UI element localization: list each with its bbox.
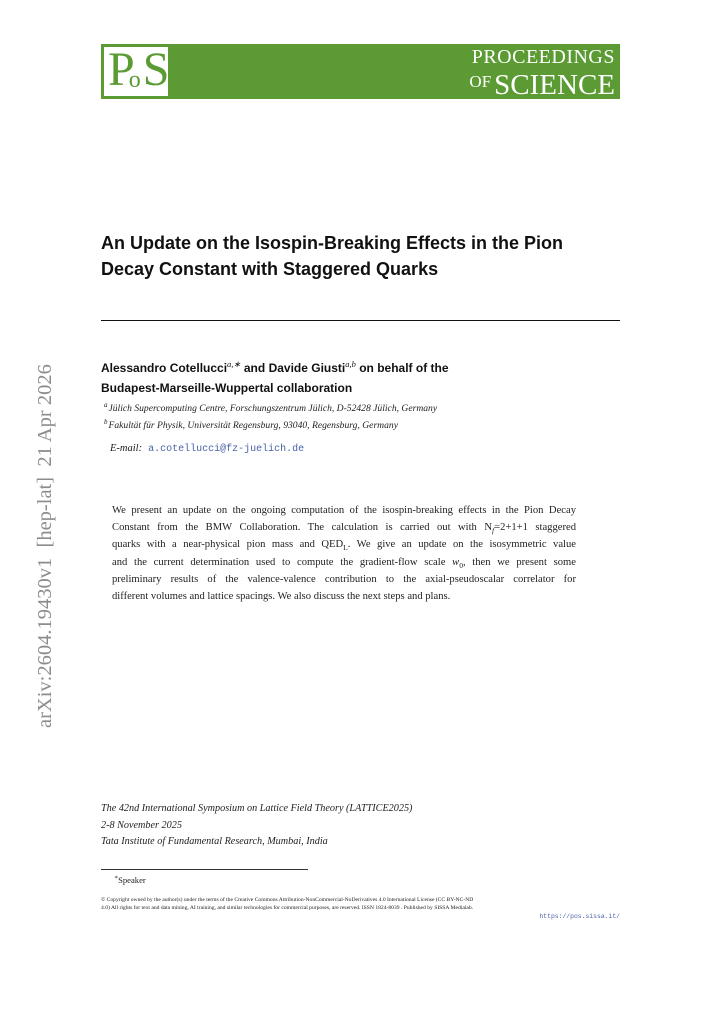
collaboration-name: Budapest-Marseille-Wuppertal collaboration bbox=[101, 381, 353, 395]
pos-logo-p: P bbox=[108, 43, 129, 96]
affiliation-b: $^b$Fakultät für Physik, Universität Regensburg, 93040, Regensburg, Germany bbox=[104, 417, 398, 431]
pos-url-link[interactable]: https://pos.sissa.it/ bbox=[539, 913, 620, 920]
affiliation-a: $^a$Jülich Supercomputing Centre, Forschungszentrum Jülich, D-52428 Jülich, Germany bbox=[104, 400, 438, 414]
author2-affil-mark: a,b bbox=[345, 359, 356, 369]
contact-email bbox=[110, 442, 304, 457]
author-giusti: Davide Giusti bbox=[268, 361, 346, 375]
paper-title-line2: Decay Constant with Staggered Quarks bbox=[101, 259, 439, 279]
paper-title bbox=[101, 230, 621, 282]
conference-dates: 2-8 November 2025 bbox=[101, 819, 182, 831]
proceedings-of-science-title bbox=[469, 46, 615, 104]
abstract-line: preliminary results of the valence-valence contribution to the axial-pseudoscalar correlator for bbox=[112, 573, 576, 585]
banner-proceedings: PROCEEDINGS bbox=[471, 46, 615, 68]
copyright-notice: © Copyright owned by the author(s) under the terms of the Creative Commons Attribution-NonCommercial-NoDerivatives 4.0 International License (CC BY-NC-ND 4.0) All rights for text and data mining, AI training, and similar technologies for commercial purposes, are reserved. ISSN 1824-8039 . Published by SISSA Medialab. bbox=[101, 897, 474, 911]
abstract-line: Constant from the BMW Collaboration. The calculation is carried out with $N_f=2+1+1$ staggered bbox=[112, 522, 576, 536]
author-list bbox=[101, 358, 621, 398]
banner-science: SCIENCE bbox=[494, 69, 615, 101]
arxiv-identifier: arXiv:2604.19430v1 [hep-lat] 21 Apr 2026 bbox=[34, 364, 56, 728]
conference-venue: Tata Institute of Fundamental Research, Mumbai, India bbox=[101, 836, 328, 847]
abstract-line: We present an update on the ongoing computation of the isospin-breaking effects in the Pion Decay bbox=[112, 505, 576, 516]
author-and: and bbox=[240, 361, 269, 375]
pos-header-banner bbox=[101, 44, 620, 99]
abstract-line: different volumes and lattice spacings. We also discuss the next steps and plans. bbox=[112, 591, 451, 603]
footnote-divider bbox=[101, 869, 308, 870]
title-divider bbox=[101, 320, 620, 321]
author1-affil-mark: a,∗ bbox=[227, 359, 241, 369]
on-behalf-text: on behalf of the bbox=[355, 361, 449, 375]
pos-logo bbox=[104, 43, 168, 96]
conference-name: The 42nd International Symposium on Lattice Field Theory (LATTICE2025) bbox=[101, 803, 413, 814]
pos-logo-o: o bbox=[128, 67, 141, 93]
pos-logo-s: S bbox=[142, 43, 164, 96]
email-label: E-mail: bbox=[110, 443, 143, 454]
abstract bbox=[112, 502, 576, 605]
author-cotellucci: Alessandro Cotellucci bbox=[101, 361, 228, 375]
abstract-line: quarks with a near-physical pion mass and $QED_L$. We give an update on the isosymmetric value bbox=[112, 539, 576, 553]
abstract-line: and the current determination used to compute the gradient-flow scale $w_0$, then we present some bbox=[112, 556, 576, 570]
conference-info bbox=[101, 801, 412, 851]
paper-title-line1: An Update on the Isospin-Breaking Effects in the Pion bbox=[101, 233, 564, 253]
footnote-speaker: ∗Speaker bbox=[114, 875, 146, 885]
banner-of: OF bbox=[469, 72, 492, 91]
email-link[interactable]: a.cotellucci@fz-juelich.de bbox=[148, 444, 305, 455]
